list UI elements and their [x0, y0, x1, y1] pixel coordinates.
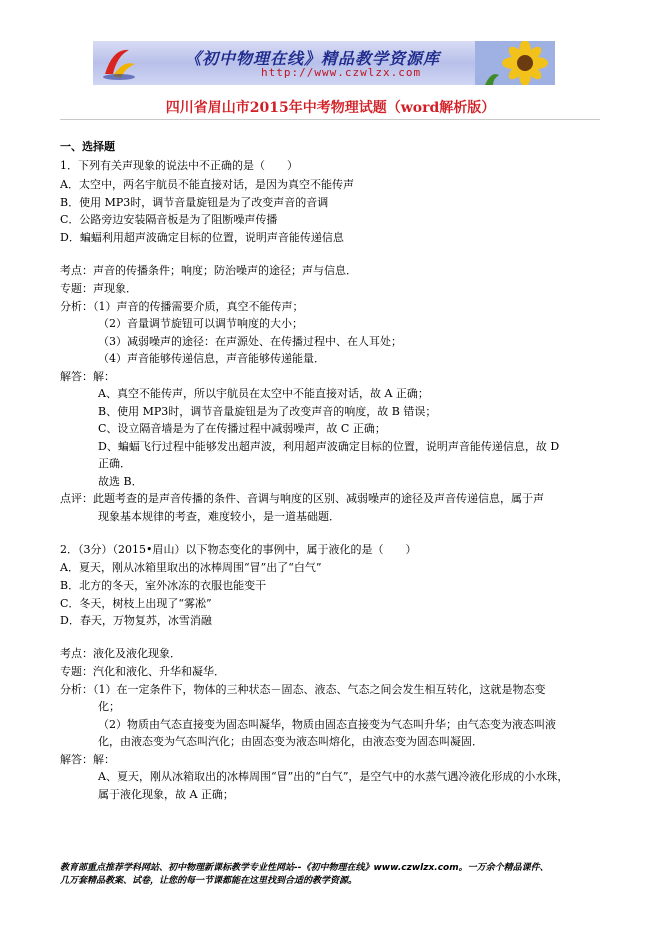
q1-fenxi-3: （3）减弱噪声的途径：在声源处、在传播过程中、在人耳处；	[98, 335, 402, 348]
page-footer	[60, 862, 549, 888]
q2-zhuanti: 专题：汽化和液化、升华和凝华．	[60, 665, 225, 678]
banner-title: 《初中物理在线》精品教学资源库	[185, 49, 441, 68]
q2-option-d: D．春天，万物复苏，冰雪消融	[60, 614, 212, 627]
q2-fenxi-1: 分析：（1）在一定条件下，物体的三种状态－固态、液态、气态之间会发生相互转化，这就是物态变	[60, 683, 546, 696]
q2-jieda-label: 解答：解：	[60, 753, 115, 766]
q2-stem: 2．（3分）（2015•眉山）以下物态变化的事例中，属于液化的是（ ）	[60, 543, 417, 556]
footer-line-2: 几万套精品教案、试卷，让您的每一节课都能在这里找到合适的教学资源。	[60, 876, 358, 886]
site-banner	[93, 41, 555, 85]
q1-jieda-d-cont: 正确．	[98, 457, 131, 470]
section-heading: 一、选择题	[60, 140, 115, 153]
q1-jieda-label: 解答：解：	[60, 370, 115, 383]
q2-fenxi-2-cont: 化，由液态变为气态叫汽化；由固态变为液态叫熔化，由液态变为固态叫凝固．	[98, 735, 483, 748]
q1-kaodian: 考点：声音的传播条件；响度；防治噪声的途径；声与信息．	[60, 264, 357, 277]
q2-fenxi-2: （2）物质由气态直接变为固态叫凝华，物质由固态直接变为气态叫升华；由气态变为液态叫液	[98, 718, 556, 731]
q1-jieda-c: C、设立隔音墙是为了在传播过程中减弱噪声，故 C 正确；	[98, 422, 386, 435]
q1-jieda-d: D、蝙蝠飞行过程中能够发出超声波，利用超声波确定目标的位置，说明声音能传递信息，故 D	[98, 440, 560, 453]
q1-fenxi-2: （2）音量调节旋钮可以调节响度的大小；	[98, 317, 303, 330]
q1-option-b: B．使用 MP3时，调节音量旋钮是为了改变声音的音调	[60, 196, 329, 209]
sunflower-icon	[475, 41, 555, 85]
title-divider	[60, 119, 600, 120]
q2-option-b: B．北方的冬天，室外冰冻的衣服也能变干	[60, 579, 267, 592]
q1-stem: 1．下列有关声现象的说法中不正确的是（ ）	[60, 159, 298, 172]
banner-url[interactable]: http://www.czwlzx.com	[261, 66, 422, 79]
q1-dianping-2: 现象基本规律的考查，难度较小，是一道基础题．	[98, 510, 340, 523]
q2-kaodian: 考点：液化及液化现象．	[60, 647, 181, 660]
q1-dianping-1: 点评：此题考查的是声音传播的条件、音调与响度的区别、减弱噪声的途径及声音传递信息，属于声	[60, 492, 544, 505]
q2-jieda-a-cont: 属于液化现象，故 A 正确；	[98, 788, 234, 801]
q1-fenxi-4: （4）声音能够传递信息，声音能够传递能量．	[98, 352, 325, 365]
q2-option-a: A．夏天，刚从冰箱里取出的冰棒周围“冒”出了“白气”	[60, 561, 322, 574]
q1-option-c: C．公路旁边安装隔音板是为了阻断噪声传播	[60, 213, 278, 226]
q1-jieda-a: A、真空不能传声，所以宇航员在太空中不能直接对话，故 A 正确；	[98, 387, 429, 400]
q2-jieda-a: A、夏天，刚从冰箱取出的冰棒周围“冒”出的“白气”，是空气中的水蒸气遇冷液化形成的小水珠，	[98, 770, 569, 783]
footer-line-1: 教育部重点推荐学科网站、初中物理新课标教学专业性网站--《初中物理在线》www.czwlzx.com。一万余个精品课件、	[60, 863, 549, 873]
q2-fenxi-1-cont: 化；	[98, 700, 120, 713]
q1-option-d: D．蝙蝠利用超声波确定目标的位置，说明声音能传递信息	[60, 231, 344, 244]
logo-icon	[99, 44, 139, 82]
q1-answer: 故选 B．	[98, 475, 143, 488]
q1-option-a: A．太空中，两名宇航员不能直接对话，是因为真空不能传声	[60, 178, 354, 191]
q2-option-c: C．冬天，树枝上出现了“雾凇”	[60, 597, 212, 610]
q1-zhuanti: 专题：声现象．	[60, 282, 137, 295]
q1-fenxi-1: 分析：（1）声音的传播需要介质，真空不能传声；	[60, 300, 304, 313]
q1-jieda-b: B、使用 MP3时，调节音量旋钮是为了改变声音的响度，故 B 错误；	[98, 405, 437, 418]
document-title: 四川省眉山市2015年中考物理试题（word解析版）	[165, 100, 496, 116]
